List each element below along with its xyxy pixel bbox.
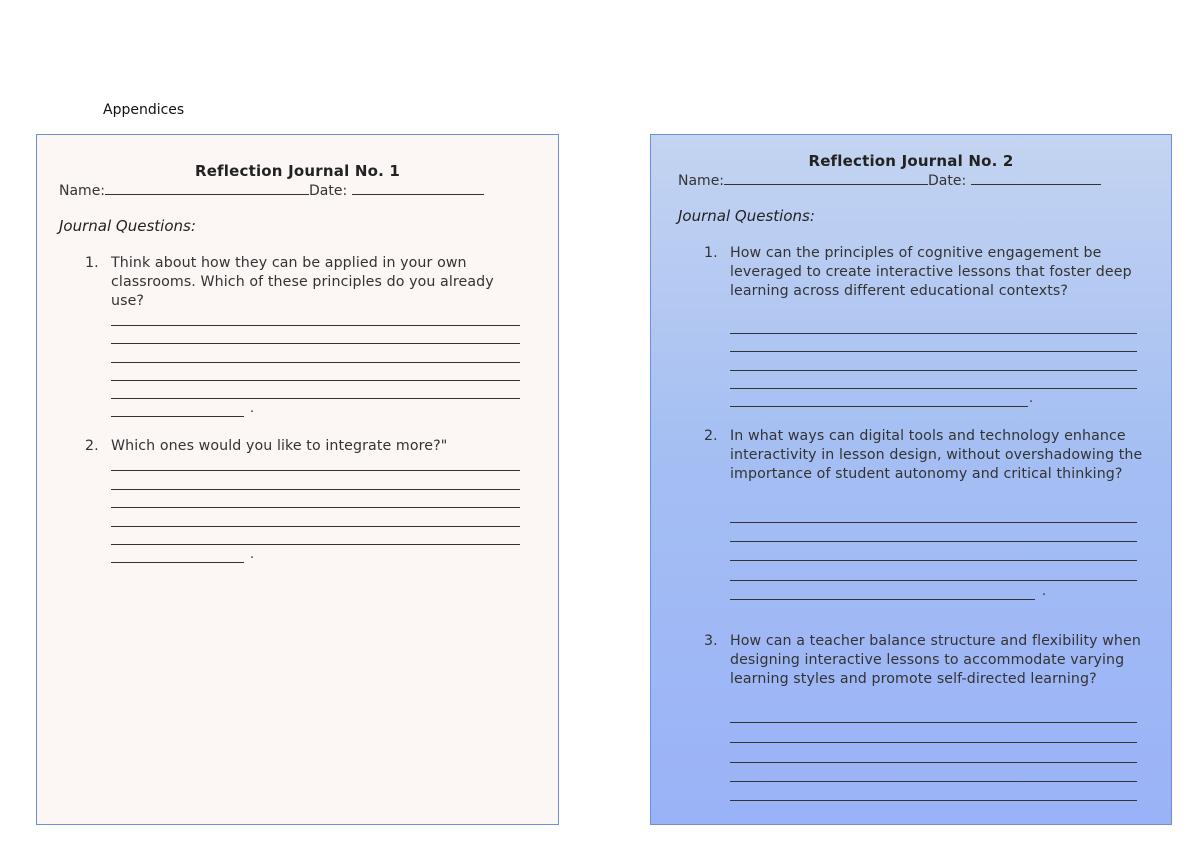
answer-line[interactable]	[730, 599, 1035, 600]
question-3	[704, 632, 1150, 689]
question-text: Which ones would you like to integrate more?"	[111, 438, 448, 454]
answer-line[interactable]	[730, 781, 1137, 782]
question-text: In what ways can digital tools and technology enhance interactivity in lesson design, without overshadowing the importance of student autonomy and critical thinking?	[730, 428, 1143, 482]
reflection-journal-1	[36, 134, 559, 825]
question-number: 1.	[85, 255, 99, 271]
appendices-heading: Appendices	[103, 102, 185, 118]
answer-line[interactable]	[730, 560, 1137, 561]
answer-line[interactable]	[730, 406, 1028, 407]
answer-line[interactable]	[111, 507, 520, 508]
answer-line[interactable]	[111, 343, 520, 344]
answer-line[interactable]	[111, 489, 520, 490]
reflection-journal-2	[650, 134, 1172, 825]
answer-line[interactable]	[730, 333, 1137, 334]
journal-questions-label: Journal Questions:	[678, 207, 815, 225]
journal-questions-label: Journal Questions:	[59, 217, 196, 235]
answer-line[interactable]	[730, 722, 1137, 723]
answer-line[interactable]	[111, 325, 520, 326]
line-end-mark: .	[1029, 391, 1034, 406]
answer-line[interactable]	[111, 470, 520, 471]
question-text: How can a teacher balance structure and flexibility when designing interactive lessons to accommodate varying learning styles and promote self-directed learning?	[730, 633, 1141, 687]
question-number: 2.	[704, 428, 718, 444]
answer-line[interactable]	[111, 380, 520, 381]
date-field[interactable]	[971, 172, 1101, 185]
question-number: 1.	[704, 245, 718, 261]
name-field[interactable]	[105, 182, 309, 195]
answer-line[interactable]	[111, 544, 520, 545]
answer-line[interactable]	[111, 362, 520, 363]
question-number: 2.	[85, 438, 99, 454]
question-2	[85, 437, 531, 456]
journal-title: Reflection Journal No. 2	[808, 152, 1014, 170]
name-label: Name:	[59, 183, 106, 199]
question-text: How can the principles of cognitive engagement be leveraged to create interactive lessons that foster deep learning across different educational contexts?	[730, 245, 1132, 299]
answer-line[interactable]	[111, 526, 520, 527]
answer-line[interactable]	[730, 742, 1137, 743]
name-date-row	[59, 182, 484, 199]
question-text: Think about how they can be applied in your own classrooms. Which of these principles do you already use?	[111, 255, 494, 309]
answer-line[interactable]	[111, 398, 520, 399]
name-label: Name:	[678, 173, 725, 189]
answer-line[interactable]	[730, 522, 1137, 523]
answer-line[interactable]	[730, 351, 1137, 352]
answer-line[interactable]	[730, 762, 1137, 763]
question-2	[704, 427, 1150, 484]
answer-line[interactable]	[730, 370, 1137, 371]
answer-line[interactable]	[730, 800, 1137, 801]
line-end-mark: .	[250, 401, 255, 416]
date-label: Date:	[928, 173, 967, 189]
answer-line[interactable]	[730, 388, 1137, 389]
name-field[interactable]	[724, 172, 928, 185]
line-end-mark: .	[1042, 584, 1047, 599]
answer-line[interactable]	[730, 541, 1137, 542]
question-number: 3.	[704, 633, 718, 649]
answer-line[interactable]	[111, 562, 244, 563]
date-field[interactable]	[352, 182, 484, 195]
date-label: Date:	[309, 183, 348, 199]
question-1	[85, 254, 511, 311]
line-end-mark: .	[250, 547, 255, 562]
answer-line[interactable]	[111, 416, 244, 417]
journal-title: Reflection Journal No. 1	[194, 162, 401, 180]
name-date-row	[678, 172, 1101, 189]
question-1	[704, 244, 1150, 301]
answer-line[interactable]	[730, 580, 1137, 581]
